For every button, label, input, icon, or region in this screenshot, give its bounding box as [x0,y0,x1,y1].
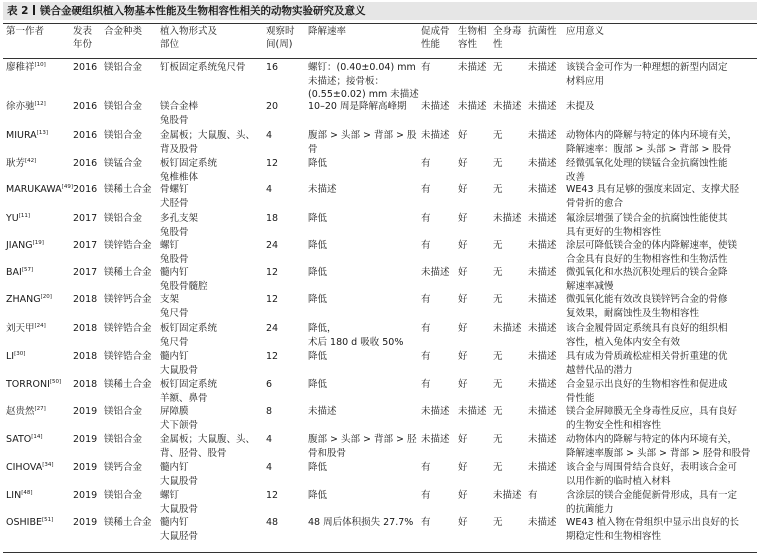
reference-number[interactable]: [50] [49,379,62,385]
cell-alloy: 镁钙合金 [104,462,143,473]
reference-number[interactable]: [51] [41,517,54,523]
header-time: 观察时 间(周) [266,26,295,50]
cell-tox: 无 [493,462,503,473]
cell-tox: 未描述 [493,213,522,224]
cell-year: 2018 [73,351,98,362]
reference-number[interactable]: [11] [18,213,31,219]
cell-rate: 未描述 [308,184,337,195]
cell-alloy: 镁铝合金 [104,434,143,445]
cell-bio: 好 [458,240,468,251]
cell-anti: 未描述 [528,184,557,195]
cell-meaning: 经微弧氧化处理的镁锰合金抗腐蚀性能 改善 [566,158,728,183]
cell-osteo: 未描述 [421,434,450,445]
cell-bio: 好 [458,517,468,528]
cell-year: 2019 [73,434,98,445]
cell-alloy: 镁铝合金 [104,406,143,417]
cell-bio: 好 [458,323,468,334]
cell-anti: 未描述 [528,323,557,334]
cell-author: 廖稚祥[10] [6,62,46,73]
cell-osteo: 有 [421,240,431,251]
cell-tox: 无 [493,406,503,417]
cell-author: TORRONI[50] [6,379,62,390]
cell-rate: 降低 [308,294,328,305]
header-rule [3,58,757,59]
cell-anti: 未描述 [528,130,557,141]
cell-meaning: 含涂层的镁合金能促新骨形成，具有一定 的抗菌能力 [566,490,738,515]
cell-time: 20 [266,101,279,112]
reference-number[interactable]: [49] [61,184,73,190]
cell-osteo: 有 [421,351,431,362]
cell-meaning: 动物体内的降解与特定的体内环境有关， 降解速率腹部 > 头部 > 背部 > 胫骨和股骨 [566,434,751,459]
cell-year: 2018 [73,294,98,305]
cell-bio: 好 [458,184,468,195]
cell-form: 髓内钉 大鼠股骨 [160,351,199,376]
cell-osteo: 有 [421,517,431,528]
cell-year: 2016 [73,62,98,73]
cell-osteo: 有 [421,213,431,224]
top-rule [3,23,757,24]
cell-time: 12 [266,490,279,501]
cell-anti: 未描述 [528,158,557,169]
cell-meaning: 具有成为骨质疏松症相关骨折重建的优 越替代品的潜力 [566,351,728,376]
header-toxicity: 全身毒 性 [493,26,522,50]
cell-meaning: 该镁合金可作为一种理想的新型内固定 材料应用 [566,62,728,87]
cell-alloy: 镁锌锆合金 [104,351,152,362]
cell-year: 2019 [73,462,98,473]
cell-author: 赵贵然[27] [6,406,46,417]
cell-rate: 降低 [308,158,328,169]
reference-number[interactable]: [48] [21,490,33,496]
cell-time: 18 [266,213,279,224]
cell-anti: 未描述 [528,406,557,417]
cell-rate: 48 周后体积损失 27.7% [308,517,414,528]
cell-anti: 未描述 [528,517,557,528]
cell-alloy: 镁锌锆合金 [104,323,152,334]
cell-bio: 未描述 [458,101,487,112]
cell-tox: 未描述 [493,323,522,334]
bottom-rule [3,552,757,553]
cell-tox: 无 [493,434,503,445]
cell-osteo: 有 [421,158,431,169]
cell-alloy: 镁铝合金 [104,490,143,501]
cell-form: 髓内钉 大鼠胫骨 [160,517,199,542]
header-rate: 降解速率 [308,26,347,37]
cell-time: 12 [266,158,279,169]
header-biocompat: 生物相 容性 [458,26,487,50]
cell-year: 2017 [73,213,98,224]
cell-bio: 好 [458,490,468,501]
cell-author: LI[30] [6,351,26,362]
reference-number[interactable]: [27] [34,406,46,412]
cell-rate: 腹部 > 头部 > 背部 > 股 骨 [308,130,417,155]
cell-form: 髓内钉 兔股骨髓腔 [160,267,208,292]
cell-osteo: 有 [421,323,431,334]
cell-bio: 未描述 [458,62,487,73]
cell-rate: 腹部 > 头部 > 背部 > 胫 骨和股骨 [308,434,417,459]
cell-alloy: 镁锌钙合金 [104,294,152,305]
cell-meaning: 镁合金屏障膜无全身毒性反应，具有良好 的生物安全性和相容性 [566,406,738,431]
cell-author: YU[11] [6,213,31,224]
cell-meaning: WE43 具有足够的强度来固定、支撑犬胫 骨骨折的愈合 [566,184,740,209]
cell-author: MIURA[13] [6,130,48,141]
cell-rate: 降低 [308,462,328,473]
cell-anti: 未描述 [528,240,557,251]
cell-form: 金属板；大鼠腹、头、 背及股骨 [160,130,256,155]
cell-author: LIN[48] [6,490,33,501]
cell-anti: 有 [528,490,538,501]
cell-time: 4 [266,434,273,445]
cell-meaning: 氟涂层增强了镁合金的抗腐蚀性能使其 具有更好的生物相容性 [566,213,728,238]
cell-anti: 未描述 [528,379,557,390]
cell-alloy: 镁铝合金 [104,101,143,112]
cell-author: MARUKAWA[49] [6,184,73,195]
cell-year: 2019 [73,406,98,417]
cell-time: 24 [266,323,279,334]
reference-number[interactable]: [30] [14,351,26,357]
cell-rate: 降低 [308,267,328,278]
cell-rate: 降低 [308,379,328,390]
table-number: 表 2 [7,5,29,17]
cell-time: 12 [266,267,279,278]
cell-rate: 螺钉：(0.40±0.04) mm 未描述；接骨板： (0.55±0.02) mm 未描述 [308,62,419,100]
cell-author: OSHIBE[51] [6,517,54,528]
title-separator [33,5,35,15]
cell-anti: 未描述 [528,62,557,73]
cell-bio: 好 [458,462,468,473]
cell-tox: 无 [493,130,503,141]
cell-bio: 好 [458,213,468,224]
cell-time: 48 [266,517,279,528]
cell-meaning: 涂层可降低镁合金的体内降解速率，使镁 合金具有良好的生物相容性和生物活性 [566,240,738,265]
cell-author: ZHANG[20] [6,294,52,305]
header-year: 发表 年份 [73,26,93,50]
cell-rate: 10–20 周是降解高峰期 [308,101,407,112]
header-alloy: 合金种类 [104,26,143,37]
cell-bio: 好 [458,351,468,362]
cell-alloy: 镁稀土合金 [104,184,152,195]
cell-alloy: 镁铝合金 [104,62,143,73]
header-form: 植入物形式及 部位 [160,26,218,50]
cell-form: 板钉固定系统 兔椎椎体 [160,158,218,183]
cell-alloy: 镁锌锆合金 [104,240,152,251]
cell-anti: 未描述 [528,434,557,445]
cell-tox: 无 [493,184,503,195]
reference-number[interactable]: [34] [42,462,54,468]
reference-number[interactable]: [42] [25,158,37,164]
cell-meaning: 该合金与周围骨结合良好，表明该合金可 以用作新的临时植入材料 [566,462,738,487]
cell-tox: 无 [493,379,503,390]
table-title [3,2,757,20]
cell-author: 刘天甲[24] [6,323,46,334]
cell-osteo: 未描述 [421,267,450,278]
cell-alloy: 镁稀土合金 [104,379,152,390]
cell-form: 髓内钉 大鼠股骨 [160,462,199,487]
cell-author: SATO[14] [6,434,43,445]
cell-tox: 无 [493,240,503,251]
cell-alloy: 镁铝合金 [104,213,143,224]
cell-year: 2018 [73,379,98,390]
cell-author: JIANG[19] [6,240,44,251]
cell-form: 多孔支架 兔股骨 [160,213,199,238]
cell-meaning: 合金显示出良好的生物相容性和促进成 骨性能 [566,379,728,404]
cell-tox: 无 [493,351,503,362]
cell-osteo: 未描述 [421,406,450,417]
cell-tox: 无 [493,158,503,169]
cell-bio: 好 [458,130,468,141]
cell-form: 钉板固定系统兔尺骨 [160,62,246,73]
cell-bio: 好 [458,267,468,278]
cell-meaning: 该合金履骨固定系统具有良好的组织相 容性，植入兔体内安全有效 [566,323,728,348]
cell-meaning: WE43 植入物在骨组织中显示出良好的长 期稳定性和生物相容性 [566,517,740,542]
cell-year: 2016 [73,158,98,169]
cell-osteo: 有 [421,62,431,73]
cell-osteo: 有 [421,462,431,473]
cell-rate: 降低 [308,240,328,251]
cell-author: 耿芳[42] [6,158,37,169]
reference-number[interactable]: [20] [40,294,52,300]
reference-number[interactable]: [14] [31,434,43,440]
cell-form: 屏障膜 犬下颌骨 [160,406,199,431]
cell-anti: 未描述 [528,351,557,362]
cell-time: 4 [266,462,273,473]
cell-time: 12 [266,351,279,362]
cell-tox: 无 [493,517,503,528]
header-antibac: 抗菌性 [528,26,557,37]
cell-year: 2017 [73,240,98,251]
cell-bio: 未描述 [458,406,487,417]
cell-meaning: 微弧氧化和水热沉积处理后的镁合金降 解速率减慢 [566,267,728,292]
cell-meaning: 未提及 [566,101,595,112]
cell-anti: 未描述 [528,267,557,278]
cell-alloy: 镁稀土合金 [104,517,152,528]
cell-rate: 未描述 [308,406,337,417]
cell-year: 2016 [73,130,98,141]
cell-form: 螺钉 大鼠股骨 [160,490,199,515]
cell-alloy: 镁稀土合金 [104,267,152,278]
header-author: 第一作者 [6,26,45,37]
cell-meaning: 动物体内的降解与特定的体内环境有关， 降解速率：腹部 > 头部 > 背部 > 股骨 [566,130,738,155]
cell-tox: 未描述 [493,101,522,112]
reference-number[interactable]: [12] [34,101,46,107]
cell-anti: 未描述 [528,213,557,224]
cell-alloy: 镁铝合金 [104,130,143,141]
cell-tox: 无 [493,62,503,73]
reference-number[interactable]: [24] [34,323,46,329]
cell-osteo: 有 [421,294,431,305]
cell-time: 4 [266,184,273,195]
cell-year: 2017 [73,267,98,278]
cell-osteo: 未描述 [421,130,450,141]
cell-author: BAI[57] [6,267,34,278]
cell-tox: 无 [493,294,503,305]
cell-form: 骨螺钉 犬胫骨 [160,184,189,209]
cell-year: 2016 [73,184,98,195]
cell-anti: 未描述 [528,101,557,112]
table-caption: 镁合金硬组织植入物基本性能及生物相容性相关的动物实验研究及意义 [39,5,366,17]
cell-osteo: 有 [421,379,431,390]
cell-osteo: 有 [421,184,431,195]
cell-time: 6 [266,379,273,390]
cell-osteo: 有 [421,490,431,501]
cell-time: 8 [266,406,273,417]
cell-rate: 降低 [308,351,328,362]
cell-tox: 无 [493,267,503,278]
cell-time: 4 [266,130,273,141]
cell-author: 徐亦驰[12] [6,101,46,112]
cell-osteo: 未描述 [421,101,450,112]
cell-year: 2018 [73,323,98,334]
cell-bio: 好 [458,294,468,305]
header-osteo: 促成骨 性能 [421,26,450,50]
cell-rate: 降低， 术后 180 d 吸收 50% [308,323,404,348]
reference-number[interactable]: [13] [36,130,48,136]
cell-form: 支架 兔尺骨 [160,294,189,319]
cell-time: 12 [266,294,279,305]
cell-time: 24 [266,240,279,251]
reference-number[interactable]: [19] [32,240,44,246]
cell-form: 螺钉 兔股骨 [160,240,189,265]
cell-bio: 好 [458,379,468,390]
cell-bio: 好 [458,434,468,445]
cell-rate: 降低 [308,213,328,224]
cell-form: 板钉固定系统 兔尺骨 [160,323,218,348]
cell-meaning: 微弧氧化能有效改良镁锌钙合金的骨修 复效果，耐腐蚀性及生物相容性 [566,294,728,319]
cell-year: 2016 [73,101,98,112]
cell-tox: 未描述 [493,490,522,501]
cell-anti: 未描述 [528,462,557,473]
cell-form: 金属板；大鼠腹、头、 背、胫骨、股骨 [160,434,256,459]
cell-author: CIHOVA[34] [6,462,54,473]
cell-form: 镁合金棒 兔股骨 [160,101,199,126]
cell-rate: 降低 [308,490,328,501]
header-meaning: 应用意义 [566,26,605,37]
cell-anti: 未描述 [528,294,557,305]
reference-number[interactable]: [10] [34,62,46,68]
cell-time: 16 [266,62,279,73]
cell-form: 板钉固定系统 羊额、鼻骨 [160,379,218,404]
cell-year: 2019 [73,517,98,528]
cell-alloy: 镁锰合金 [104,158,143,169]
cell-year: 2019 [73,490,98,501]
cell-bio: 好 [458,158,468,169]
reference-number[interactable]: [57] [21,267,34,273]
